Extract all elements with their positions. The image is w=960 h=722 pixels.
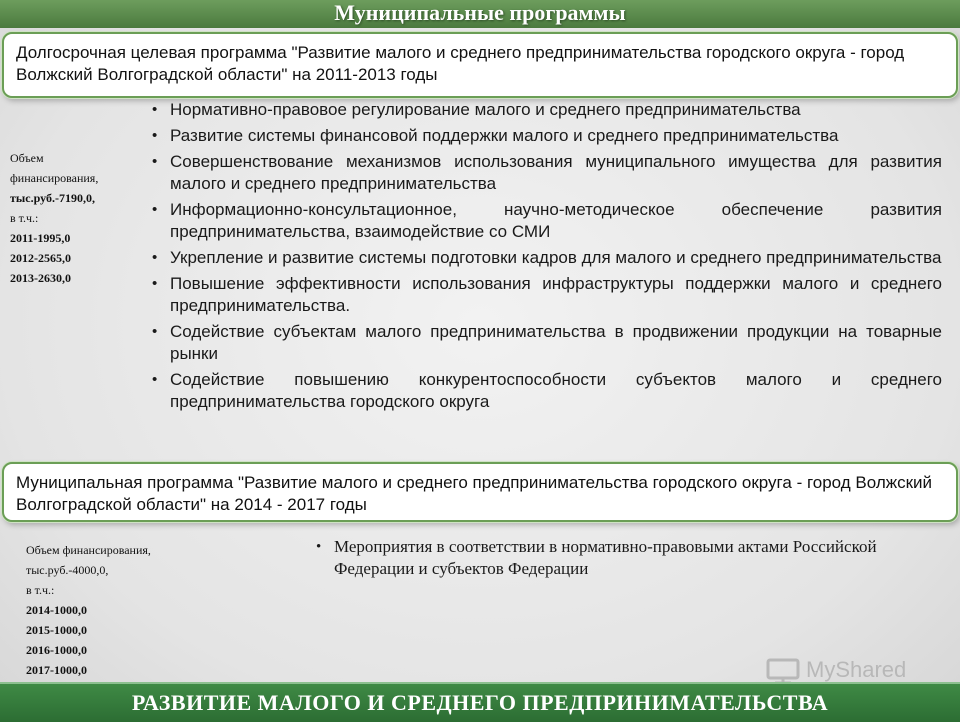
program1-title: Долгосрочная целевая программа "Развитие малого и среднего предпринимательства городского округа - город Волжский Волгоградской области" на 2011-2013 годы [16,43,905,84]
funding-label: в т.ч.: [10,211,39,225]
funding-year: 2016-1000,0 [26,643,87,657]
program1-items [152,99,942,417]
list-item: • Мероприятия в соответствии в нормативно-правовыми актами Российской Федерации и субъектов Федерации [316,536,926,580]
list-item: • Информационно-консультационное, научно-методическое обеспечение развития предпринимательства, взаимодействие со СМИ [152,199,942,243]
watermark-text: MyShared [806,657,907,682]
funding-label: Объем финансирования, [26,543,151,557]
list-item: • Нормативно-правовое регулирование малого и среднего предпринимательства [152,99,942,121]
funding-year: 2011-1995,0 [10,231,71,245]
title-bar [0,0,960,28]
list-item: • Совершенствование механизмов использования муниципального имущества для развития малого и среднего предпринимательства [152,151,942,195]
program2-title: Муниципальная программа "Развитие малого и среднего предпринимательства городского округа - город Волжский Волгоградской области" на 2014 - 2017 годы [16,473,933,514]
footer-bar [0,682,960,722]
funding-year: 2012-2565,0 [10,251,71,265]
funding-total: тыс.руб.-7190,0, [10,191,95,205]
funding-year: 2013-2630,0 [10,271,71,285]
program2-funding [26,540,226,680]
funding-label: Объем [10,151,44,165]
program2-title-box [2,462,958,522]
list-item: • Развитие системы финансовой поддержки малого и среднего предпринимательства [152,125,942,147]
program1-title-box [2,32,958,98]
footer-title: РАЗВИТИЕ МАЛОГО И СРЕДНЕГО ПРЕДПРИНИМАТЕЛЬСТВА [131,690,829,715]
funding-label: финансирования, [10,171,99,185]
funding-year: 2017-1000,0 [26,663,87,677]
program2-items [316,536,926,584]
list-item: • Повышение эффективности использования инфраструктуры поддержки малого и среднего предпринимательства. [152,273,942,317]
list-item: • Содействие повышению конкурентоспособности субъектов малого и среднего предпринимательства городского округа [152,369,942,413]
presentation-icon [766,658,802,684]
funding-label: в т.ч.: [26,583,55,597]
funding-total: тыс.руб.-4000,0, [26,563,109,577]
list-item: • Содействие субъектам малого предпринимательства в продвижении продукции на товарные рынки [152,321,942,365]
page-title: Муниципальные программы [334,0,626,25]
funding-year: 2014-1000,0 [26,603,87,617]
program1-funding [10,148,140,288]
funding-year: 2015-1000,0 [26,623,87,637]
list-item: • Укрепление и развитие системы подготовки кадров для малого и среднего предпринимательства [152,247,942,269]
